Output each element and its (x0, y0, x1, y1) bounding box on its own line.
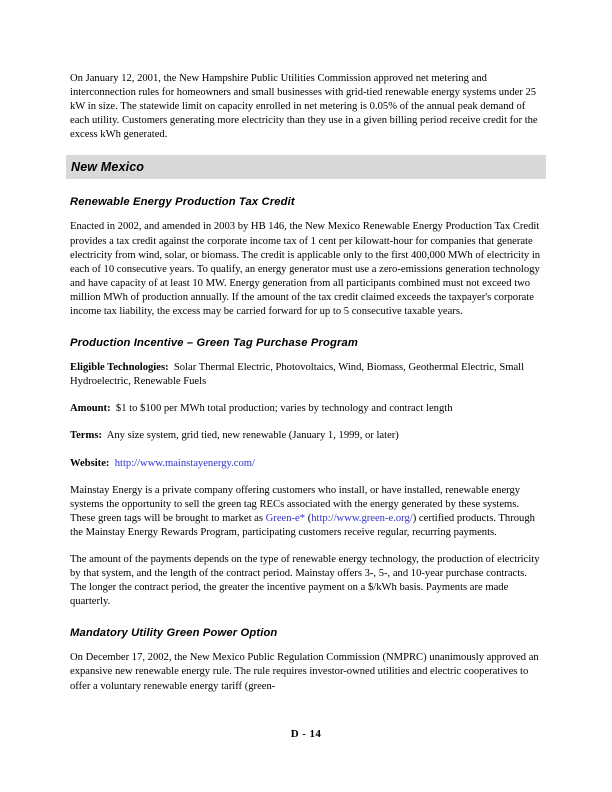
tax-credit-paragraph: Enacted in 2002, and amended in 2003 by HB 146, the New Mexico Renewable Energy Production Tax Credit provides a tax credit against the corporate income tax of 1 cent per kilowatt-hour for companies that generate electricity from wind, solar, or biomass. The credit is applicable only to the first 400,000 MWh of electricity in each of 10 consecutive years. To qualify, an energy generator must use a zero-emissions generation technology and have capacity of at least 10 MW. Energy generation from all participants combined must not exceed two million MWh of production annually. If the amount of the tax credit claimed exceeds the taxpayer's corporate income tax liability, the excess may be carried forward for up to 5 consecutive taxable years. (70, 221, 541, 318)
heading-production-incentive: Production Incentive – Green Tag Purchase Program (70, 337, 358, 350)
section-title: New Mexico (71, 160, 145, 175)
field-label: Eligible Technologies: (70, 362, 169, 374)
field-value: Any size system, grid tied, new renewable (January 1, 1999, or later) (106, 430, 399, 442)
heading-renewable-energy-production-tax-credit: Renewable Energy Production Tax Credit (70, 196, 295, 209)
field-label: Website: (70, 457, 110, 469)
page-footer: D - 14 (290, 728, 322, 740)
field-label: Amount: (70, 403, 111, 415)
section-band-new-mexico (66, 155, 546, 179)
page-content (70, 72, 545, 707)
mainstay-energy-paragraph (70, 484, 545, 540)
field-eligible-technologies (70, 361, 545, 389)
heading-mandatory-utility-green-power-option: Mandatory Utility Green Power Option (70, 627, 278, 640)
green-power-paragraph: On December 17, 2002, the New Mexico Public Regulation Commission (NMPRC) unanimously approved an expansive new renewable energy rule. The rule requires investor-owned utilities and electric cooperatives to offer a voluntary renewable energy tariff (green- (70, 652, 539, 692)
payments-paragraph: The amount of the payments depends on the type of renewable energy technology, the production of electricity by that system, and the length of the contract period. Mainstay offers 3-, 5-, and 10-year purchase contracts. The longer the contract period, the greater the incentive payment on a $/kWh basis. Payments are made quarterly. (70, 553, 540, 608)
field-value: Solar Thermal Electric, Photovoltaics, Wind, Biomass, Geothermal Electric, Small Hydroelectric, Renewable Fuels (70, 362, 525, 388)
mainstay-text-part-2: ( (305, 512, 312, 524)
website-link[interactable]: http://www.mainstayenergy.com/ (114, 457, 255, 469)
mainstay-text-part-1: Mainstay Energy is a private company offering customers who install, or have installed, renewable energy systems the opportunity to sell the green tag RECs associated with the energy generated by these systems. These green tags will be brought to market as (70, 484, 521, 524)
green-e-org-link[interactable]: http://www.green-e.org/ (311, 512, 413, 524)
field-label: Terms: (70, 430, 102, 442)
field-terms (70, 429, 545, 443)
intro-paragraph: On January 12, 2001, the New Hampshire Public Utilities Commission approved net metering and interconnection rules for homeowners and small businesses with grid-tied renewable energy systems under 25 kW in size. The statewide limit on capacity enrolled in net metering is 0.05% of the annual peak demand of each utility. Customers generating more electricity than they use in a given billing period receive credit for the excess kWh generated. (70, 73, 538, 141)
field-value: $1 to $100 per MWh total production; varies by technology and contract length (115, 403, 453, 415)
green-e-link[interactable]: Green-e* (265, 512, 306, 524)
field-amount (70, 402, 545, 416)
mainstay-text-part-3: ) certified products. Through the Mainstay Energy Rewards Program, participating customers receive regular, recurring payments. (70, 512, 535, 538)
field-website (70, 457, 545, 471)
